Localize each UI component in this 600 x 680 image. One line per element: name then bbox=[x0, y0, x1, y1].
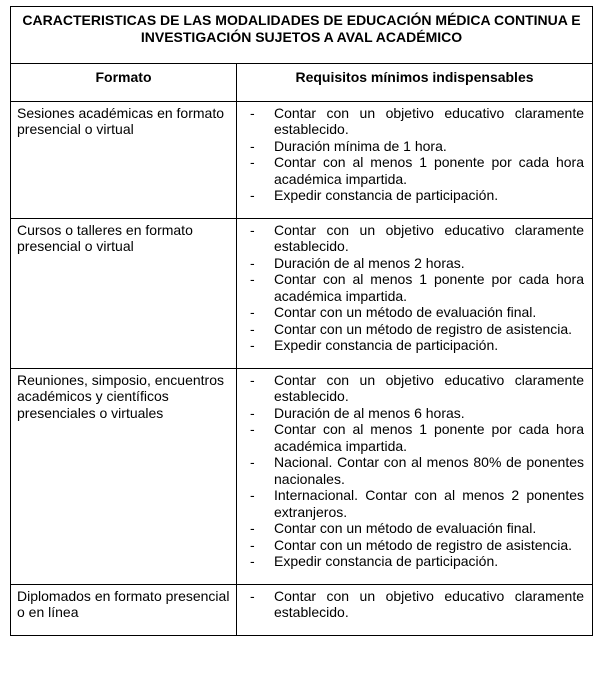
requirements-cell bbox=[237, 101, 593, 218]
list-item bbox=[241, 255, 584, 272]
format-cell: Diplomados en formato presencial o en línea bbox=[11, 584, 237, 635]
requirement-text: Expedir constancia de participación. bbox=[274, 337, 499, 353]
requirement-text: Contar con un objetivo educativo claramente establecido. bbox=[274, 221, 584, 254]
bullet-dash: - bbox=[250, 421, 255, 437]
requirements-list bbox=[241, 372, 584, 570]
bullet-dash: - bbox=[250, 553, 255, 569]
list-item bbox=[241, 553, 584, 570]
list-item bbox=[241, 337, 584, 354]
requirement-text: Contar con un objetivo educativo claramente establecido. bbox=[274, 371, 584, 404]
bullet-dash: - bbox=[250, 320, 255, 337]
list-item bbox=[241, 454, 584, 487]
requirement-text: Internacional. Contar con al menos 2 ponentes extranjeros. bbox=[274, 487, 584, 520]
bullet-dash: - bbox=[250, 487, 255, 503]
requirement-text: Contar con un método de registro de asistencia. bbox=[274, 320, 573, 337]
modalities-table bbox=[10, 6, 593, 636]
bullet-dash: - bbox=[250, 337, 255, 353]
list-item bbox=[241, 271, 584, 304]
bullet-dash: - bbox=[250, 404, 255, 421]
bullet-dash: - bbox=[250, 454, 255, 470]
list-item bbox=[241, 304, 584, 321]
bullet-dash: - bbox=[250, 304, 255, 320]
list-item bbox=[241, 405, 584, 422]
bullet-dash: - bbox=[250, 587, 255, 604]
bullet-dash: - bbox=[250, 104, 255, 121]
format-cell: Cursos o talleres en formato presencial o virtual bbox=[11, 218, 237, 368]
table-row bbox=[11, 368, 593, 584]
bullet-dash: - bbox=[250, 154, 255, 170]
requirements-list bbox=[241, 105, 584, 204]
bullet-dash: - bbox=[250, 520, 255, 536]
requirement-text: Nacional. Contar con al menos 80% de ponentes nacionales. bbox=[274, 454, 584, 487]
list-item bbox=[241, 321, 584, 338]
table-body bbox=[11, 7, 593, 636]
requirement-text: Contar con un método de evaluación final. bbox=[274, 304, 537, 320]
table-row bbox=[11, 101, 593, 218]
requirement-text: Contar con un método de registro de asistencia. bbox=[274, 536, 573, 553]
requirement-text: Contar con al menos 1 ponente por cada hora académica impartida. bbox=[274, 271, 584, 304]
requirements-list bbox=[241, 588, 584, 621]
requirement-text: Contar con al menos 1 ponente por cada hora académica impartida. bbox=[274, 421, 584, 454]
header-row bbox=[11, 64, 593, 102]
list-item bbox=[241, 372, 584, 405]
list-item bbox=[241, 588, 584, 621]
list-item bbox=[241, 138, 584, 155]
list-item bbox=[241, 187, 584, 204]
header-requirements: Requisitos mínimos indispensables bbox=[237, 64, 593, 102]
list-item bbox=[241, 421, 584, 454]
bullet-dash: - bbox=[250, 371, 255, 388]
requirement-text: Expedir constancia de participación. bbox=[274, 553, 499, 569]
bullet-dash: - bbox=[250, 536, 255, 553]
requirements-cell bbox=[237, 368, 593, 584]
requirements-cell bbox=[237, 584, 593, 635]
bullet-dash: - bbox=[250, 137, 255, 154]
list-item bbox=[241, 105, 584, 138]
requirement-text: Duración de al menos 2 horas. bbox=[274, 254, 465, 271]
requirement-text: Duración mínima de 1 hora. bbox=[274, 137, 447, 154]
list-item bbox=[241, 487, 584, 520]
bullet-dash: - bbox=[250, 187, 255, 203]
requirement-text: Contar con un objetivo educativo claramente establecido. bbox=[274, 104, 584, 137]
table-row bbox=[11, 218, 593, 368]
bullet-dash: - bbox=[250, 221, 255, 238]
format-cell: Sesiones académicas en formato presencial o virtual bbox=[11, 101, 237, 218]
list-item bbox=[241, 520, 584, 537]
list-item bbox=[241, 537, 584, 554]
bullet-dash: - bbox=[250, 271, 255, 287]
requirement-text: Expedir constancia de participación. bbox=[274, 187, 499, 203]
table-row bbox=[11, 584, 593, 635]
header-format: Formato bbox=[11, 64, 237, 102]
requirement-text: Contar con un objetivo educativo claramente establecido. bbox=[274, 587, 584, 620]
table-title: CARACTERISTICAS DE LAS MODALIDADES DE EDUCACIÓN MÉDICA CONTINUA E INVESTIGACIÓN SUJETOS A AVAL ACADÉMICO bbox=[11, 7, 593, 64]
requirements-list bbox=[241, 222, 584, 354]
list-item bbox=[241, 154, 584, 187]
bullet-dash: - bbox=[250, 254, 255, 271]
format-cell: Reuniones, simposio, encuentros académicos y científicos presenciales o virtuales bbox=[11, 368, 237, 584]
requirement-text: Duración de al menos 6 horas. bbox=[274, 404, 465, 421]
requirement-text: Contar con un método de evaluación final. bbox=[274, 520, 537, 536]
list-item bbox=[241, 222, 584, 255]
title-row bbox=[11, 7, 593, 64]
requirement-text: Contar con al menos 1 ponente por cada hora académica impartida. bbox=[274, 154, 584, 187]
requirements-cell bbox=[237, 218, 593, 368]
